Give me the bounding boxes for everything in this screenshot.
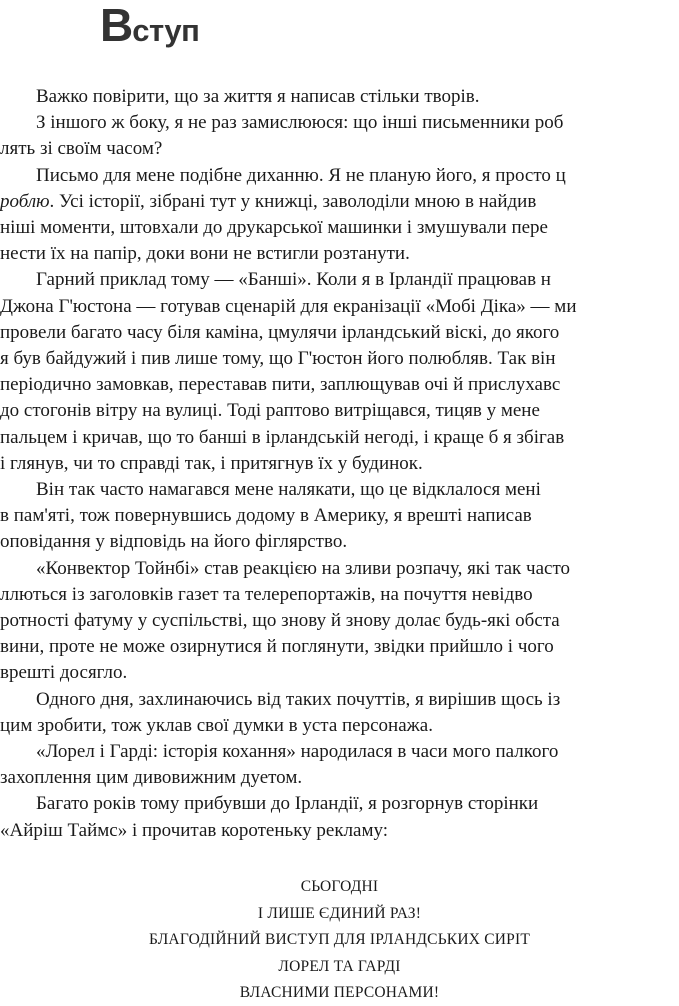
announcement-line: ВЛАСНИМИ ПЕРСОНАМИ! xyxy=(239,984,440,1002)
text-line: Джона Г'юстона — готував сценарій для екранізації «Мобі Діка» — ми xyxy=(0,295,577,317)
text-line: «Айріш Таймс» і прочитав коротеньку рекламу: xyxy=(0,819,389,841)
text-line: «Конвектор Тойнбі» став реакцією на зливи розпачу, які так часто xyxy=(36,557,570,579)
text-line: оповідання у відповідь на його фіглярство. xyxy=(0,531,348,553)
heading-drop-letter: В xyxy=(100,0,133,51)
announcement-line: ЛОРЕЛ ТА ГАРДІ xyxy=(278,957,401,975)
text-line: Важко повірити, що за життя я написав стільки творів. xyxy=(36,86,480,107)
text-line: Багато років тому прибувши до Ірландії, я розгорнув сторінки xyxy=(36,793,539,815)
emphasized-word: роблю xyxy=(0,190,50,212)
text-line: нести їх на папір, доки вони не встигли розтанути. xyxy=(0,243,410,265)
text-line: ллються із заголовків газет та телерепортажів, на почуття невідво xyxy=(0,583,533,605)
text-line xyxy=(0,189,536,215)
chapter-heading xyxy=(100,0,200,51)
text-line: і глянув, чи то справді так, і притягнув їх у будинок. xyxy=(0,452,423,474)
text-line: Гарний приклад тому — «Банші». Коли я в Ірландії працював н xyxy=(36,269,551,291)
text-line: ротності фатуму у суспільстві, що знову й знову долає будь-які обста xyxy=(0,610,560,631)
text-line: З іншого ж боку, я не раз замислююся: що інші письменники роб xyxy=(36,112,564,134)
text-line: лять зі своїм часом? xyxy=(0,138,163,160)
text-line: провели багато часу біля каміна, цмулячи ірландський віскі, до якого xyxy=(0,321,560,343)
text-line: Письмо для мене подібне диханню. Я не планую його, я просто ц xyxy=(36,164,566,186)
text-line: вини, проте не може озирнутися й поглянути, звідки прийшло і чого xyxy=(0,636,554,658)
announcement-line: БЛАГОДІЙНИЙ ВИСТУП ДЛЯ ІРЛАНДСЬКИХ СИРІТ xyxy=(149,931,530,949)
text-line: пальцем і кричав, що то банші в ірландській негоді, і краще б я збігав xyxy=(0,426,565,448)
heading-rest: ступ xyxy=(132,13,200,48)
text-line: захоплення цим дивовижним дуетом. xyxy=(0,767,303,789)
text-line: до стогонів вітру на вулиці. Тоді раптово витріщався, тицяв у мене xyxy=(0,400,540,422)
announcement-line: СЬОГОДНІ xyxy=(300,878,379,895)
announcement-line: І ЛИШЕ ЄДИНИЙ РАЗ! xyxy=(257,904,422,922)
text-line: ніші моменти, штовхали до друкарської машинки і змушували пере xyxy=(0,217,548,238)
text-line: Він так часто намагався мене налякати, що це відклалося мені xyxy=(36,479,541,500)
text-line: я був байдужий і пив лише тому, що Г'юстон його полюбляв. Так він xyxy=(0,348,556,369)
text-line: в пам'яті, тож повернувшись додому в Америку, я врешті написав xyxy=(0,505,532,527)
text-line: Одного дня, захлинаючись від таких почуттів, я вирішив щось із xyxy=(36,688,561,710)
text-line: врешті досягло. xyxy=(0,662,128,684)
text-line: «Лорел і Гарді: історія кохання» народилася в часи мого палкого xyxy=(36,741,559,762)
line-text: . Усі історії, зібрані тут у книжці, заволоділи мною в найдив xyxy=(49,190,537,212)
text-line: періодично замовкав, переставав пити, заплющував очі й прислухавс xyxy=(0,374,561,396)
text-line: цим зробити, тож уклав свої думки в уста персонажа. xyxy=(0,714,433,736)
